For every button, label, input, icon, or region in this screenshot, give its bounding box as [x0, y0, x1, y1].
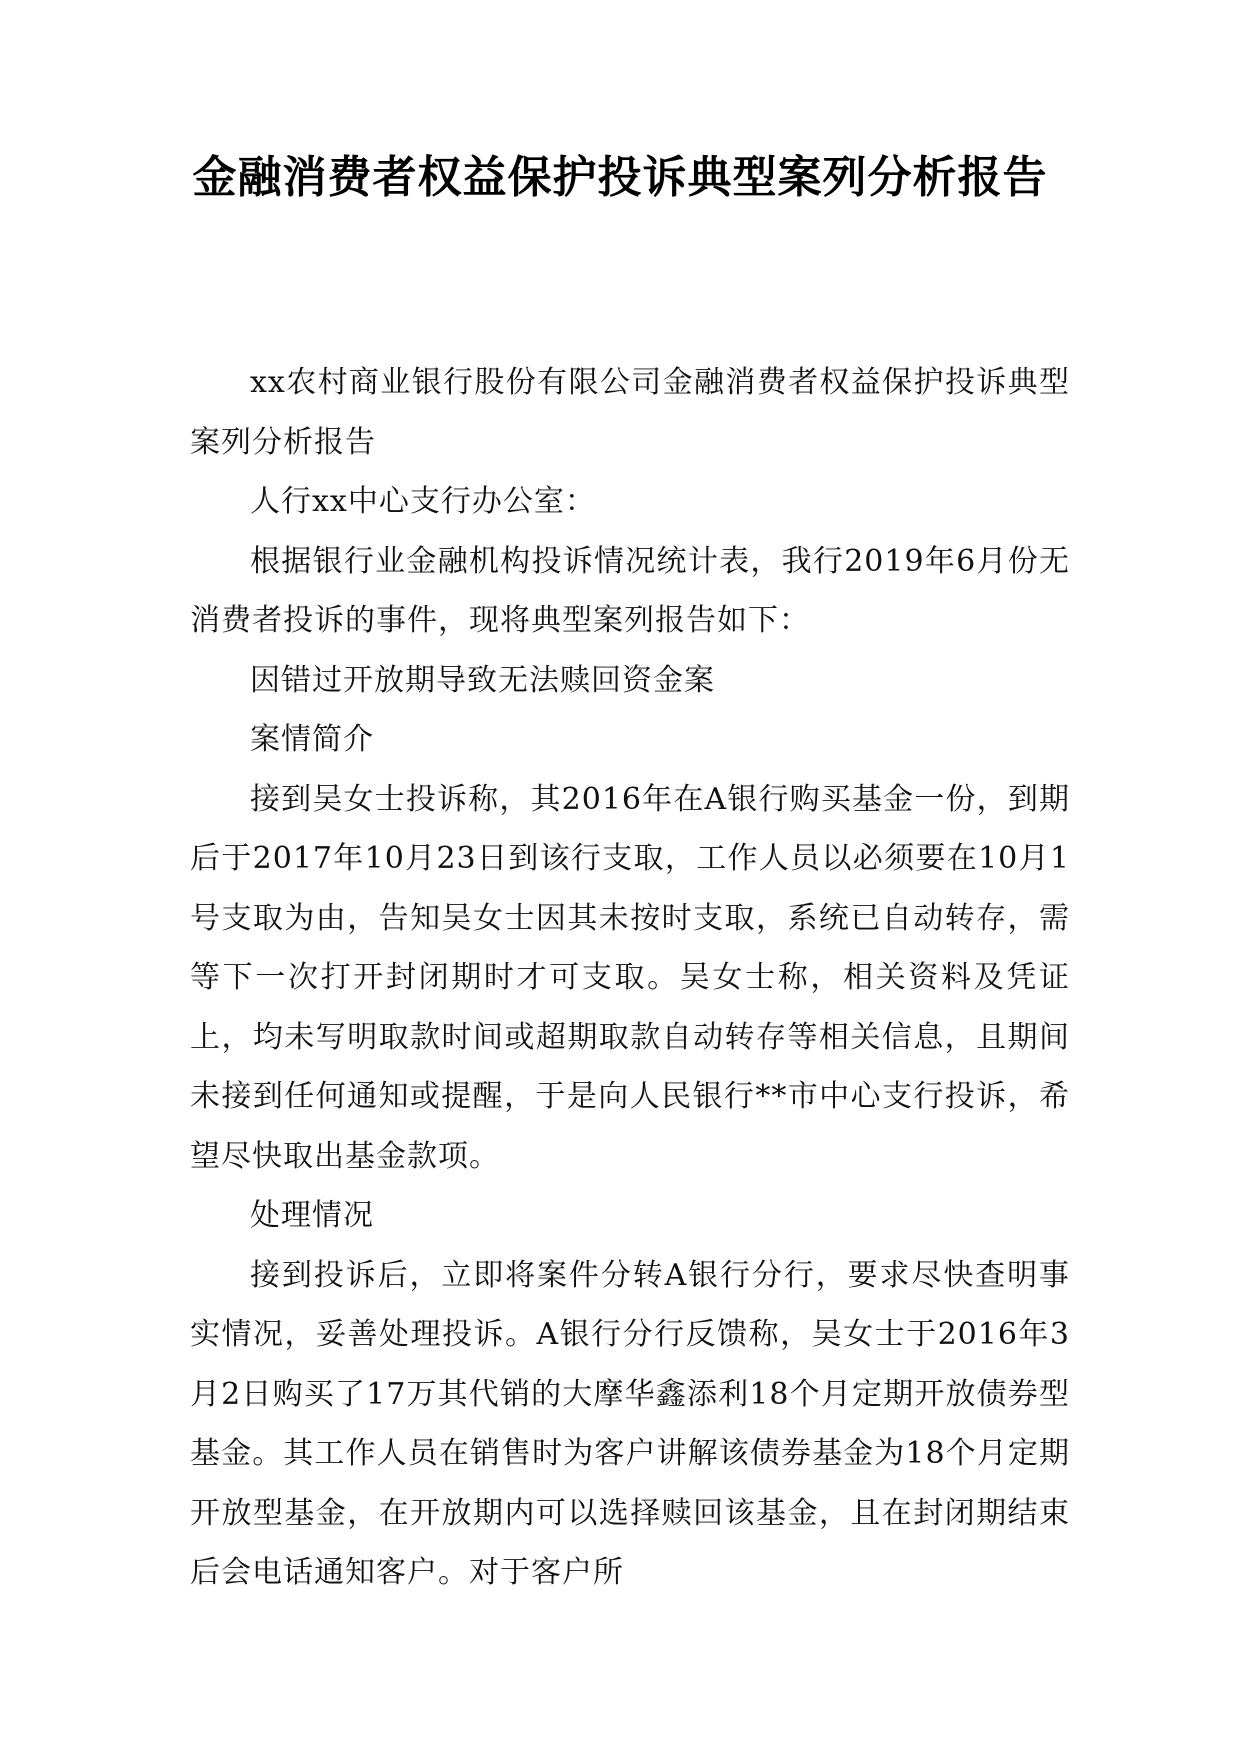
paragraph-section-case-summary: 案情简介: [250, 722, 374, 757]
paragraph-case-title: 因错过开放期导致无法赎回资金案: [250, 662, 715, 698]
document-body: [190, 353, 1070, 1603]
paragraph-recipient: 人行xx中心支行办公室：: [250, 484, 596, 519]
paragraph-intro: 根据银行业金融机构投诉情况统计表，我行2019年6月份无消费者投诉的事件，现将典型案列报告如下：: [190, 543, 1070, 638]
paragraph-report-heading: xx农村商业银行股份有限公司金融消费者权益保护投诉典型案列分析报告: [190, 365, 1070, 460]
document-title: 金融消费者权益保护投诉典型案列分析报告: [192, 152, 1048, 203]
paragraph-case-summary: 接到吴女士投诉称，其2016年在A银行购买基金一份，到期后于2017年10月23日到该行支取，工作人员以必须要在10月1号支取为由，告知吴女士因其未按时支取，系统已自动转存，需等下一次打开封闭期时才可支取。吴女士称，相关资料及凭证上，均未写明取款时间或超期取款自动转存等相关信息，且期间未接到任何通知或提醒，于是向人民银行**市中心支行投诉，希望尽快取出基金款项。: [190, 781, 1070, 1174]
paragraph-handling: 接到投诉后，立即将案件分转A银行分行，要求尽快查明事实情况，妥善处理投诉。A银行分行反馈称，吴女士于2016年3月2日购买了17万其代销的大摩华鑫添利18个月定期开放债券型基金。其工作人员在销售时为客户讲解该债券基金为18个月定期开放型基金，在开放期内可以选择赎回该基金，且在封闭期结束后会电话通知客户。对于客户所: [190, 1257, 1070, 1590]
paragraph-section-handling: 处理情况: [250, 1198, 374, 1233]
